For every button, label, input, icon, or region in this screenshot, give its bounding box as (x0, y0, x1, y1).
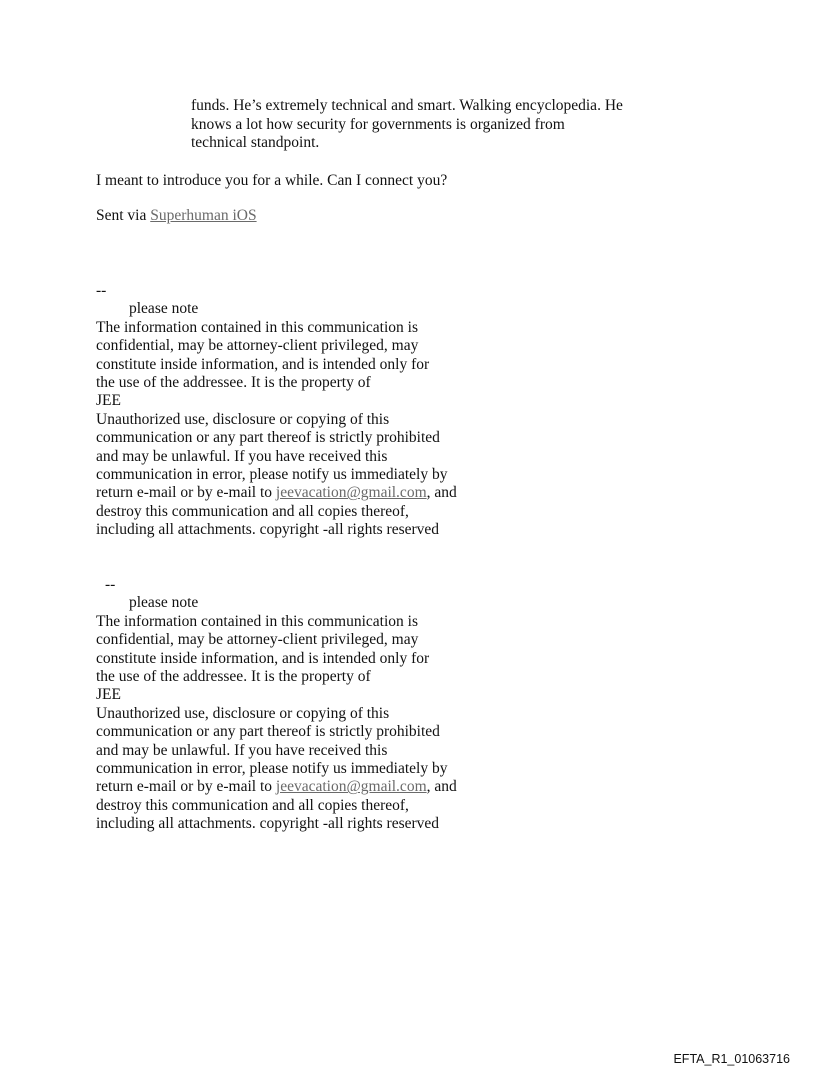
quote-line: funds. He’s extremely technical and smart. Walking encyclopedia. He (191, 97, 623, 114)
please-note-label: please note (129, 594, 199, 612)
quote-line: knows a lot how security for governments is organized from (191, 115, 565, 133)
sent-via-prefix: Sent via (96, 207, 151, 224)
disclaimer-line: destroy this communication and all copies thereof, (96, 796, 409, 814)
disclaimer-line: destroy this communication and all copies thereof, (96, 502, 409, 520)
email-suffix: , and (426, 484, 457, 502)
disclaimer-line: constitute inside information, and is intended only for (96, 649, 430, 667)
disclaimer-line: confidential, may be attorney-client privileged, may (96, 337, 419, 355)
disclaimer-line: constitute inside information, and is intended only for (96, 355, 430, 373)
quote-line: technical standpoint. (191, 134, 320, 151)
disclaimer-line: communication or any part thereof is strictly prohibited (96, 723, 440, 741)
disclaimer-line: communication in error, please notify us immediately by (96, 760, 448, 778)
disclaimer-line: including all attachments. copyright -all rights reserved (96, 521, 440, 539)
disclaimer-line: The information contained in this communication is (96, 318, 418, 336)
disclaimer-line: and may be unlawful. If you have received this (96, 741, 388, 759)
superhuman-ios-link[interactable]: Superhuman iOS (150, 207, 257, 224)
signature-dash: -- (105, 576, 116, 593)
disclaimer-line: JEE (96, 392, 121, 410)
email-link[interactable]: jeevacation@gmail.com (275, 484, 427, 502)
sent-via-line (96, 207, 257, 226)
disclaimer-line: JEE (96, 686, 121, 704)
intro-paragraph: I meant to introduce you for a while. Can I connect you? (96, 172, 448, 189)
signature-block (96, 576, 516, 834)
disclaimer-line: communication in error, please notify us immediately by (96, 466, 448, 484)
disclaimer-line: and may be unlawful. If you have received this (96, 447, 388, 465)
disclaimer-line: Unauthorized use, disclosure or copying of this (96, 704, 390, 722)
disclaimer-line: including all attachments. copyright -all rights reserved (96, 815, 440, 833)
disclaimer-line: the use of the addressee. It is the property of (96, 668, 371, 686)
signature-block (96, 282, 516, 540)
disclaimer-email-line (96, 778, 516, 796)
disclaimer-line: The information contained in this communication is (96, 612, 418, 630)
disclaimer-line: Unauthorized use, disclosure or copying of this (96, 410, 390, 428)
document-id-footer: EFTA_R1_01063716 (673, 1052, 790, 1066)
disclaimer-email-line (96, 484, 516, 502)
email-link[interactable]: jeevacation@gmail.com (275, 778, 427, 796)
disclaimer-line: the use of the addressee. It is the property of (96, 374, 371, 392)
email-suffix: , and (426, 778, 457, 796)
email-prefix: return e-mail or by e-mail to (96, 484, 276, 502)
email-prefix: return e-mail or by e-mail to (96, 778, 276, 796)
please-note-label: please note (129, 300, 199, 318)
quoted-text-block (191, 97, 651, 153)
disclaimer-line: confidential, may be attorney-client privileged, may (96, 631, 419, 649)
signature-dash: -- (96, 282, 107, 299)
disclaimer-line: communication or any part thereof is strictly prohibited (96, 429, 440, 447)
